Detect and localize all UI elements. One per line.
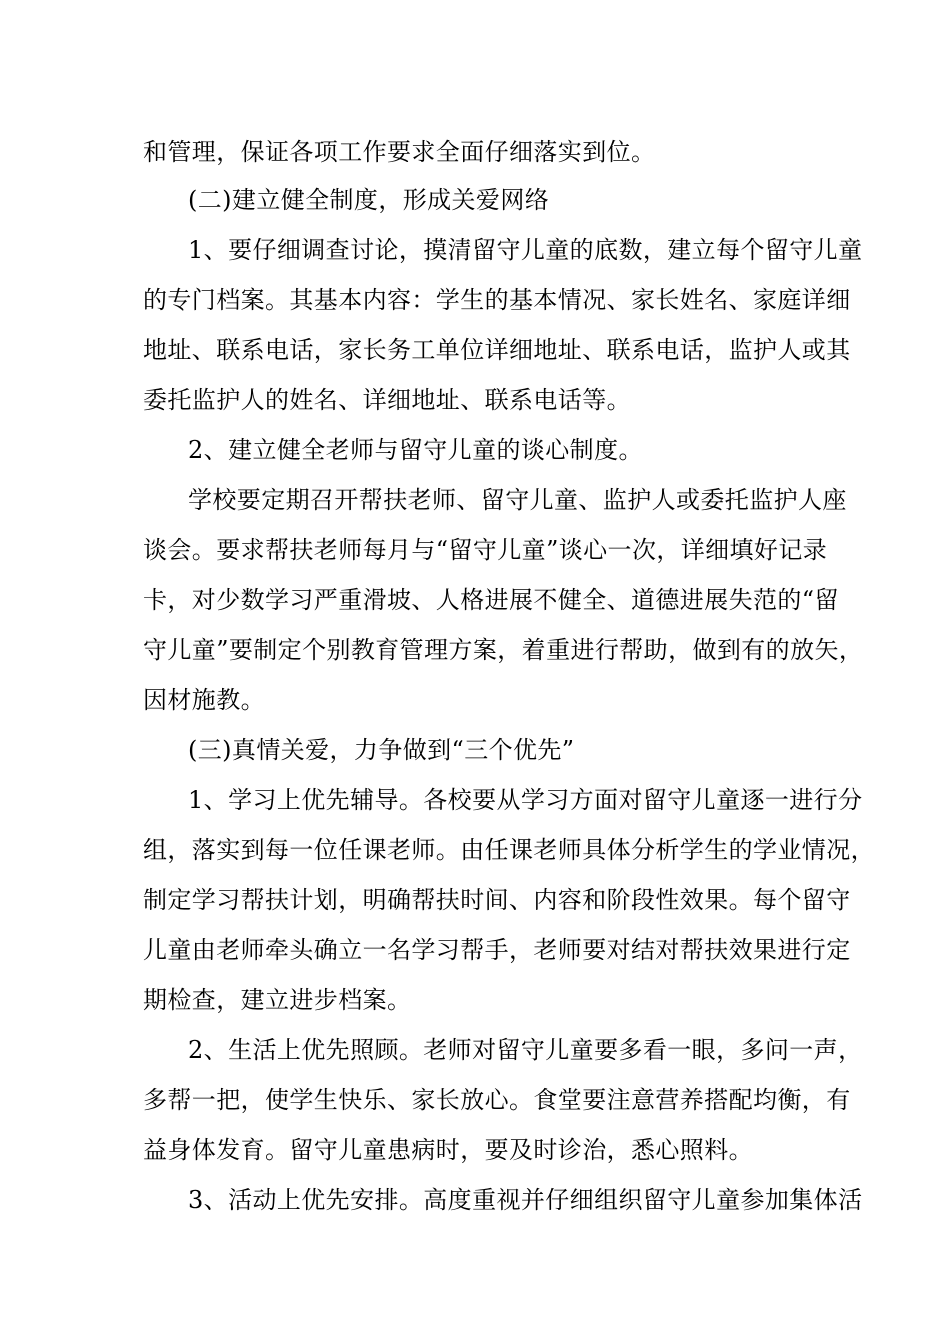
paragraph-line: 地址、联系电话，家长务工单位详细地址、联系电话，监护人或其 (143, 336, 851, 364)
paragraph-line: 1、要仔细调查讨论，摸清留守儿童的底数，建立每个留守儿童 (188, 236, 863, 264)
paragraph-line: 1、学习上优先辅导。各校要从学习方面对留守儿童逐一进行分 (188, 786, 863, 814)
paragraph-line: 2、生活上优先照顾。老师对留守儿童要多看一眼，多问一声， (188, 1036, 863, 1064)
paragraph-line: 委托监护人的姓名、详细地址、联系电话等。 (143, 386, 631, 414)
paragraph-line: 谈会。要求帮扶老师每月与“留守儿童”谈心一次，详细填好记录 (143, 536, 828, 564)
paragraph-line: 期检查，建立进步档案。 (143, 986, 412, 1014)
paragraph-line: 学校要定期召开帮扶老师、留守儿童、监护人或委托监护人座 (188, 486, 847, 514)
paragraph-line: 制定学习帮扶计划，明确帮扶时间、内容和阶段性效果。每个留守 (143, 886, 851, 914)
section-heading-2: (二)建立健全制度，形成关爱网络 (188, 186, 550, 214)
paragraph-line: 组，落实到每一位任课老师。由任课老师具体分析学生的学业情况， (143, 836, 875, 864)
paragraph-line: 益身体发育。留守儿童患病时，要及时诊治，悉心照料。 (143, 1136, 753, 1164)
paragraph-line: 儿童由老师牵头确立一名学习帮手，老师要对结对帮扶效果进行定 (143, 936, 851, 964)
paragraph-line: 多帮一把，使学生快乐、家长放心。食堂要注意营养搭配均衡，有 (143, 1086, 851, 1114)
paragraph-line: 卡，对少数学习严重滑坡、人格进展不健全、道德进展失范的“留 (143, 586, 839, 614)
paragraph-line: 的专门档案。其基本内容：学生的基本情况、家长姓名、家庭详细 (143, 286, 851, 314)
paragraph-line: 和管理，保证各项工作要求全面仔细落实到位。 (143, 138, 656, 166)
paragraph-line: 3、活动上优先安排。高度重视并仔细组织留守儿童参加集体活 (188, 1186, 863, 1214)
section-heading-3: (三)真情关爱，力争做到“三个优先” (188, 736, 575, 764)
paragraph-line: 2、建立健全老师与留守儿童的谈心制度。 (188, 436, 643, 464)
paragraph-line: 因材施教。 (143, 686, 265, 714)
paragraph-line: 守儿童”要制定个别教育管理方案，着重进行帮助，做到有的放矢， (143, 636, 864, 664)
